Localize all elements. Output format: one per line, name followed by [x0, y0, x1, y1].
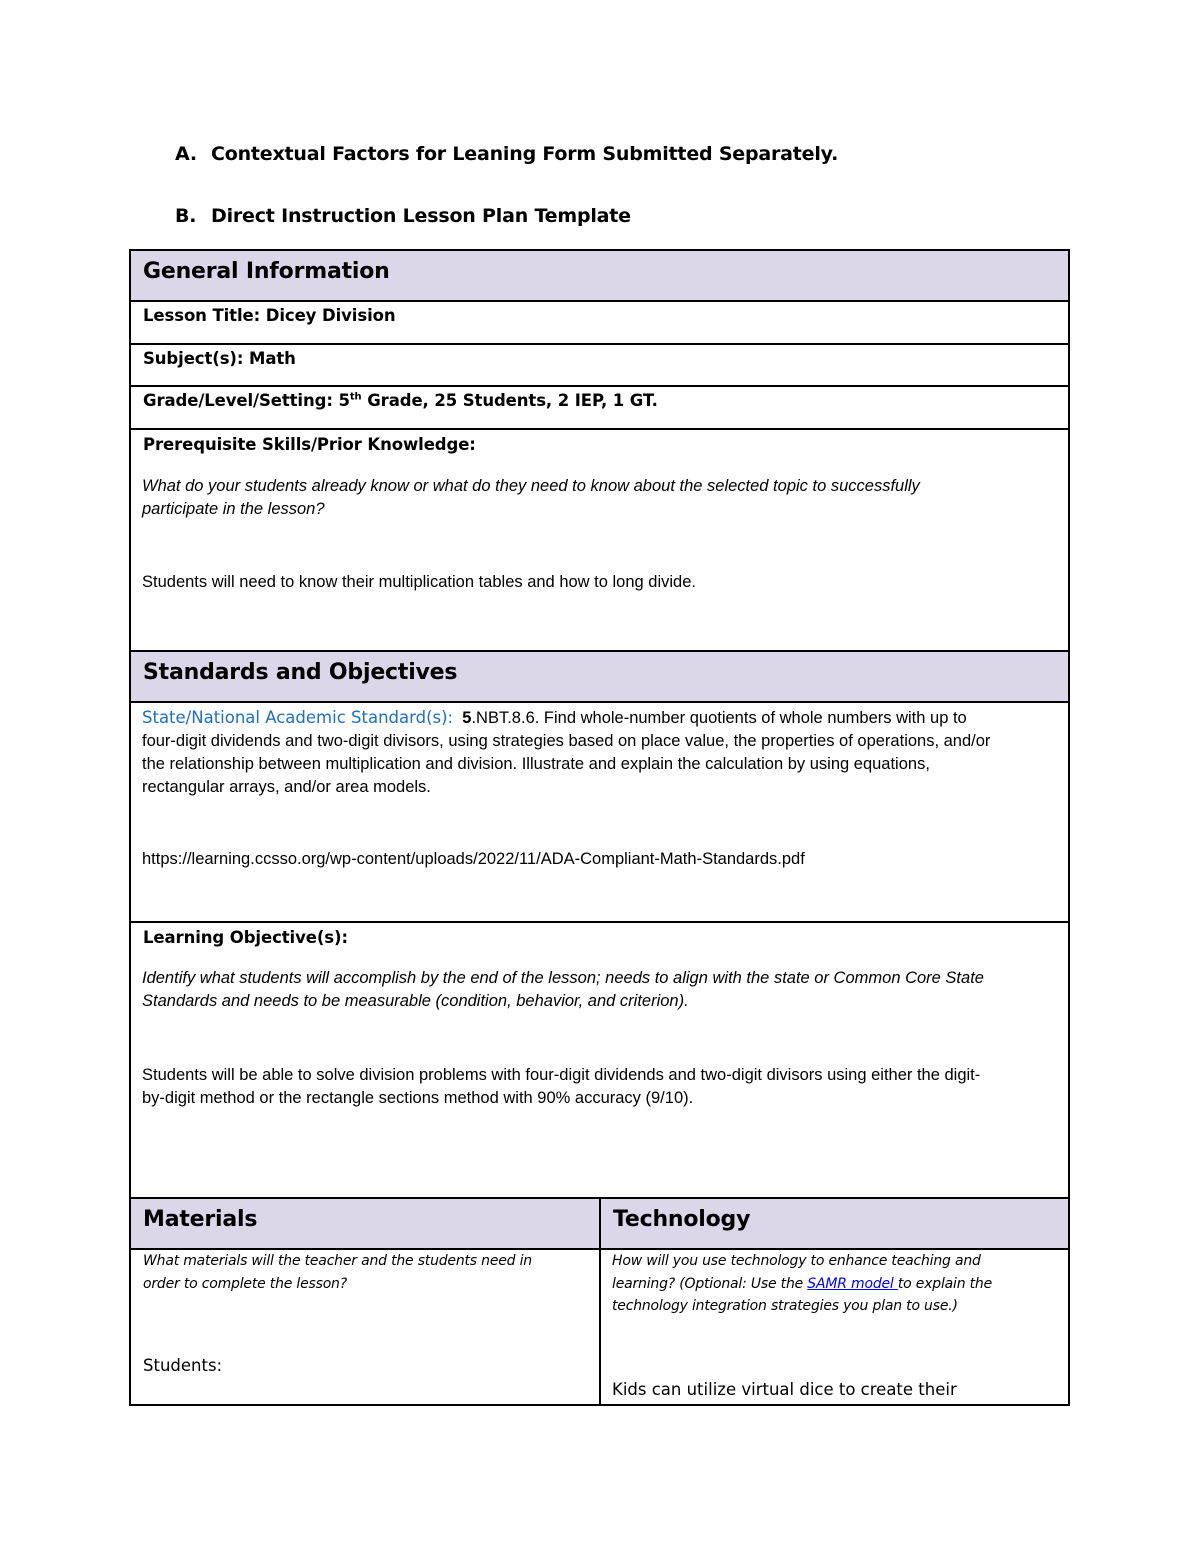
grade-after: Grade, 25 Students, 2 IEP, 1 GT. [361, 391, 658, 410]
standard-url: https://learning.ccsso.org/wp-content/uploads/2022/11/ADA-Compliant-Math-Standards.pdf [142, 850, 805, 868]
standards-header [129, 650, 1070, 703]
technology-answer: Kids can utilize virtual dice to create their [612, 1380, 957, 1399]
learning-objective-prompt [142, 967, 984, 1013]
materials-header [129, 1197, 601, 1250]
prerequisite-prompt-line-2: participate in the lesson? [142, 500, 325, 518]
heading-b-letter: B. [175, 205, 197, 227]
standard-label: State/National Academic Standard(s): [142, 708, 454, 727]
grade-level-setting [143, 391, 658, 410]
grade-row [129, 385, 1070, 430]
standard-row [129, 701, 1070, 923]
learning-objective-prompt-line-1: Identify what students will accomplish by the end of the lesson; needs to align with the state or Common Core State [142, 969, 984, 987]
subjects-row [129, 343, 1070, 387]
materials-title: Materials [143, 1207, 258, 1232]
technology-prompt [612, 1250, 992, 1318]
heading-a [175, 143, 838, 165]
prerequisite-prompt [142, 475, 920, 521]
prerequisite-prompt-line-1: What do your students already know or what do they need to know about the selected topic to successfully [142, 477, 920, 495]
standard-text [142, 706, 990, 799]
learning-objective-answer [142, 1064, 980, 1110]
technology-prompt-line-2 [612, 1273, 992, 1296]
prerequisite-answer: Students will need to know their multiplication tables and how to long divide. [142, 573, 696, 591]
heading-b [175, 205, 631, 227]
standard-line-3: the relationship between multiplication and division. Illustrate and explain the calculation by using equations, [142, 755, 930, 773]
heading-b-text: Direct Instruction Lesson Plan Template [211, 205, 631, 227]
grade-sup: th [349, 391, 362, 403]
standard-line-4: rectangular arrays, and/or area models. [142, 778, 431, 796]
standard-code: 5 [462, 709, 472, 727]
samr-model-link[interactable]: SAMR model [807, 1275, 898, 1292]
standard-line-2: four-digit dividends and two-digit divisors, using strategies based on place value, the properties of operations, and/or [142, 732, 991, 750]
technology-prompt-line-2a: learning? (Optional: Use the [612, 1275, 808, 1292]
standard-line-1-text: .NBT.8.6. Find whole-number quotients of whole numbers with up to [471, 709, 967, 727]
lesson-title-row [129, 300, 1070, 345]
learning-objective-answer-line-2: by-digit method or the rectangle sections method with 90% accuracy (9/10). [142, 1089, 694, 1107]
prerequisite-row [129, 428, 1070, 652]
learning-objective-prompt-line-2: Standards and needs to be measurable (condition, behavior, and criterion). [142, 992, 689, 1010]
materials-prompt-line-2: order to complete the lesson? [143, 1275, 347, 1292]
heading-a-letter: A. [175, 143, 197, 165]
materials-body [129, 1248, 601, 1406]
technology-title: Technology [613, 1207, 751, 1232]
materials-prompt [143, 1250, 532, 1295]
learning-objective-answer-line-1: Students will be able to solve division problems with four-digit dividends and two-digit divisors using either the digit- [142, 1066, 981, 1084]
general-information-title: General Information [143, 259, 390, 284]
learning-objective-label: Learning Objective(s): [143, 928, 348, 947]
subjects: Subject(s): Math [143, 349, 296, 368]
prerequisite-label: Prerequisite Skills/Prior Knowledge: [143, 435, 476, 454]
standard-line-1 [142, 706, 990, 730]
heading-a-text: Contextual Factors for Leaning Form Submitted Separately. [211, 143, 839, 165]
technology-prompt-line-3: technology integration strategies you plan to use.) [612, 1298, 958, 1314]
materials-students-label: Students: [143, 1356, 223, 1375]
standards-title: Standards and Objectives [143, 660, 458, 685]
technology-prompt-line-2b: to explain the [897, 1275, 993, 1292]
lesson-title: Lesson Title: Dicey Division [143, 306, 396, 325]
technology-prompt-line-1: How will you use technology to enhance teaching and [612, 1253, 981, 1269]
learning-objective-row [129, 921, 1070, 1199]
technology-body [599, 1248, 1070, 1406]
materials-prompt-line-1: What materials will the teacher and the students need in [143, 1253, 532, 1269]
technology-header [599, 1197, 1070, 1250]
general-information-header [129, 249, 1070, 302]
grade-before: Grade/Level/Setting: 5 [143, 391, 350, 410]
